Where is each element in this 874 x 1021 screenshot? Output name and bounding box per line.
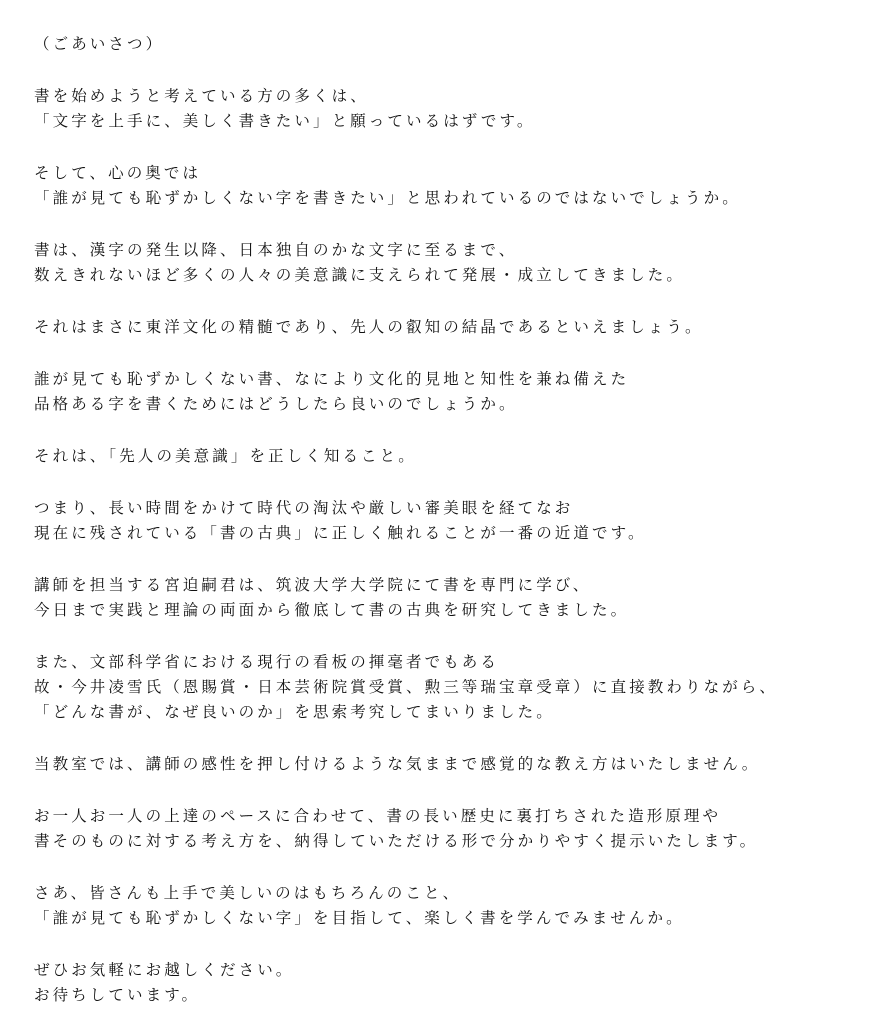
text-line: 「文字を上手に、美しく書きたい」と願っているはずです。 xyxy=(34,112,536,130)
text-line: 品格ある字を書くためにはどうしたら良いのでしょうか。 xyxy=(34,395,518,413)
text-line: 今日まで実践と理論の両面から徹底して書の古典を研究してきました。 xyxy=(34,601,630,619)
greeting-heading: （ごあいさつ） xyxy=(34,35,165,53)
text-line: さあ、皆さんも上手で美しいのはもちろんのこと、 xyxy=(34,884,462,902)
paragraph-9 xyxy=(34,650,864,725)
paragraph-3 xyxy=(34,238,864,288)
paragraph-13 xyxy=(34,958,864,1008)
text-line: そして、心の奥では xyxy=(34,164,202,182)
paragraph-1 xyxy=(34,84,864,134)
text-line: 書は、漢字の発生以降、日本独自のかな文字に至るまで、 xyxy=(34,241,518,259)
paragraph-4 xyxy=(34,315,864,340)
text-line: 現在に残されている「書の古典」に正しく触れることが一番の近道です。 xyxy=(34,524,647,542)
text-line: 数えきれないほど多くの人々の美意識に支えられて発展・成立してきました。 xyxy=(34,266,686,284)
paragraph-6 xyxy=(34,444,864,469)
text-line: 書そのものに対する考え方を、納得していただける形で分かりやすく提示いたします。 xyxy=(34,832,759,850)
text-line: 「どんな書が、なぜ良いのか」を思索考究してまいりました。 xyxy=(34,703,555,721)
paragraph-11 xyxy=(34,804,864,854)
text-line: つまり、長い時間をかけて時代の淘汰や厳しい審美眼を経てなお xyxy=(34,499,574,517)
paragraph-2 xyxy=(34,161,864,211)
text-line: 「誰が見ても恥ずかしくない字を書きたい」と思われているのではないでしょうか。 xyxy=(34,189,741,207)
text-line: それは、「先人の美意識」を正しく知ること。 xyxy=(34,447,417,465)
paragraph-12 xyxy=(34,881,864,931)
text-line: 「誰が見ても恥ずかしくない字」を目指して、楽しく書を学んでみませんか。 xyxy=(34,909,685,927)
text-line: ぜひお気軽にお越しください。 xyxy=(34,961,295,979)
greeting-document xyxy=(34,32,864,1008)
paragraph-7 xyxy=(34,496,864,546)
text-line: お一人お一人の上達のペースに合わせて、書の長い歴史に裏打ちされた造形原理や xyxy=(34,807,722,825)
paragraph-8 xyxy=(34,573,864,623)
text-line: 故・今井凌雪氏（恩賜賞・日本芸術院賞受賞、勲三等瑞宝章受章）に直接教わりながら、 xyxy=(34,678,779,696)
text-line: 当教室では、講師の感性を押し付けるような気ままで感覚的な教え方はいたしません。 xyxy=(34,755,761,773)
paragraph-10 xyxy=(34,752,864,777)
text-line: 書を始めようと考えている方の多くは、 xyxy=(34,87,369,105)
text-line: それはまさに東洋文化の精髄であり、先人の叡知の結晶であるといえましょう。 xyxy=(34,318,704,336)
text-line: お待ちしています。 xyxy=(34,986,201,1004)
text-line: 講師を担当する宮迫嗣君は、筑波大学大学院にて書を専門に学び、 xyxy=(34,576,592,594)
text-line: また、文部科学省における現行の看板の揮毫者でもある xyxy=(34,653,500,671)
text-line: 誰が見ても恥ずかしくない書、なにより文化的見地と知性を兼ね備えた xyxy=(34,370,630,388)
paragraph-5 xyxy=(34,367,864,417)
